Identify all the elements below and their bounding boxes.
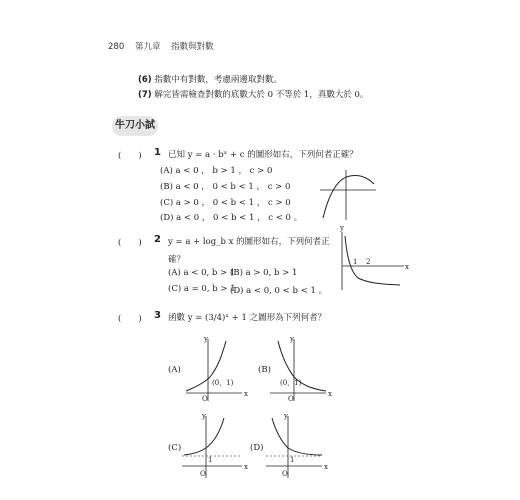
question-number-3: 3 xyxy=(154,310,161,321)
q2-option-c: (C) a = 0, b > 1 xyxy=(168,284,236,294)
question-2-stem-cont: 確？ xyxy=(168,255,186,265)
q2-option-b: (B) a > 0, b > 1 xyxy=(230,268,298,278)
q2-option-a: (A) a < 0, b > 1 xyxy=(168,268,236,278)
origin-label: O xyxy=(288,395,294,403)
point-label: (0，1) xyxy=(212,379,234,387)
note-text: 指數中有對數，考慮兩邊取對數。 xyxy=(154,75,282,85)
q1-graph xyxy=(318,168,378,224)
question-3-stem: 函數 y = (3/4)ˣ + 1 之圖形為下列何者？ xyxy=(168,313,327,323)
note-number: (6) xyxy=(138,75,152,85)
q3-choice-d-label: (D) xyxy=(250,443,264,453)
q1-option-b: (B) a < 0 ， 0 < b < 1 ， c > 0 xyxy=(160,182,291,192)
section-title: 牛刀小試 xyxy=(112,116,158,136)
answer-blank-2[interactable]: ( ) xyxy=(118,238,142,248)
origin-label: O xyxy=(202,395,208,403)
q1-option-a: (A) a < 0 ， b > 1 ， c > 0 xyxy=(160,166,273,176)
question-2-stem: y = a + log_b x 的圖形如右，下列何者正 xyxy=(168,237,330,247)
q3-choice-a-label: (A) xyxy=(168,365,181,375)
q1-option-d: (D) a < 0 ， 0 < b < 1 ， c < 0 。 xyxy=(160,213,303,223)
x-axis-label: x xyxy=(328,390,332,398)
q2-graph xyxy=(330,226,410,296)
curve xyxy=(323,175,374,218)
q3-choice-c-label: (C) xyxy=(168,443,182,453)
one-label: 1 xyxy=(290,456,295,464)
origin-label: O xyxy=(282,470,288,478)
q3-graph-d xyxy=(262,412,332,482)
y-axis-label: y xyxy=(202,412,206,420)
chapter-label: 第九章 xyxy=(134,42,161,52)
question-number-1: 1 xyxy=(154,147,161,158)
y-axis-label: y xyxy=(204,335,208,343)
curve xyxy=(184,418,224,455)
q3-choice-b-label: (B) xyxy=(258,365,271,375)
y-axis-label: y xyxy=(284,412,288,420)
q3-graph-c xyxy=(180,412,250,482)
q3-graph-a xyxy=(180,335,250,405)
x-axis-label: x xyxy=(405,263,409,271)
answer-blank-1[interactable]: ( ) xyxy=(118,151,142,161)
note-7 xyxy=(138,88,368,100)
question-number-2: 2 xyxy=(154,234,161,245)
answer-blank-3[interactable]: ( ) xyxy=(118,314,142,324)
q3-graph-b xyxy=(266,335,336,405)
chapter-title: 指數與對數 xyxy=(171,42,214,52)
point-label: (0，1) xyxy=(280,379,302,387)
question-1-stem: 已知 y = a · bˣ + c 的圖形如右，下列何者正確？ xyxy=(168,150,358,160)
note-number: (7) xyxy=(138,90,152,100)
q2-option-d: (D) a < 0, 0 < b < 1 。 xyxy=(230,286,328,296)
y-axis-label: y xyxy=(290,335,294,343)
one-label: 1 xyxy=(208,456,213,464)
note-text: 解完皆需檢查對數的底數大於 0 不等於 1，真數大於 0。 xyxy=(154,90,369,100)
page-number: 280 xyxy=(108,42,125,52)
x-axis-label: x xyxy=(324,463,328,471)
tick-2: 2 xyxy=(366,258,371,266)
origin-label: O xyxy=(200,470,206,478)
x-axis-label: x xyxy=(244,463,248,471)
y-axis-label: y xyxy=(340,224,344,232)
curve xyxy=(272,418,322,455)
page-header xyxy=(108,40,222,52)
tick-1: 1 xyxy=(353,258,358,266)
x-axis-label: x xyxy=(244,390,248,398)
note-6 xyxy=(138,73,282,85)
q1-option-c: (C) a > 0 ， 0 < b < 1 ， c > 0 xyxy=(160,198,291,208)
